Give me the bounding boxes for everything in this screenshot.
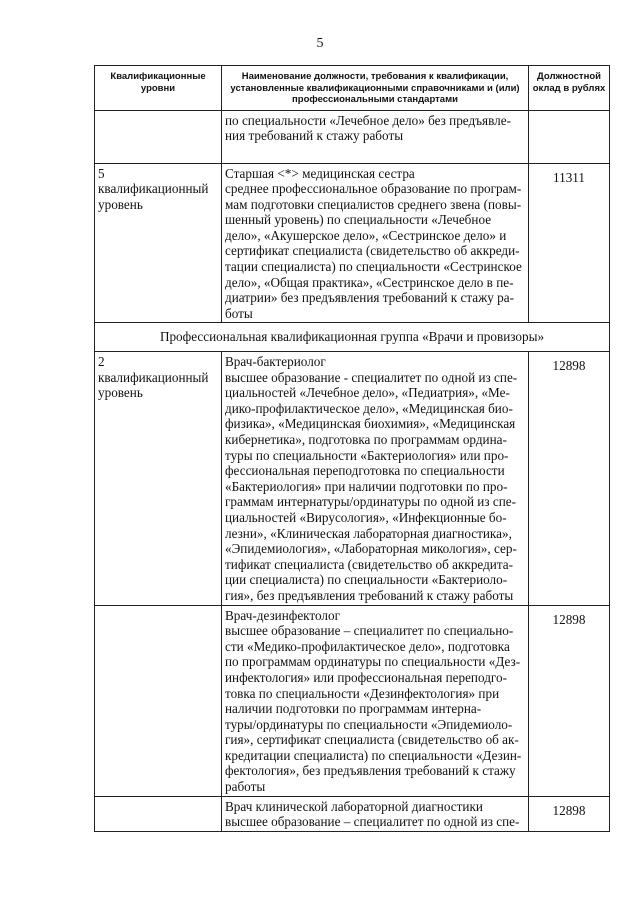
row-text-content: Старшая <*> медицинская сестра среднее профессиональное образование по програм- мам подготовки специалистов среднего звена (повы- шенный уровень) по специальности «Лечебное дело», «Акушерское дело», «Сестринское дело» и сертификат специалиста (свидетельство об аккреди- тации специалиста) по специальности «Сестринское дело», «Общая практика», «Сестринское дело в пе- диатрии» без предъявления требований к стажу ра- боты (225, 165, 522, 321)
row-salary: 12898 (529, 796, 610, 831)
row-salary: 12898 (529, 605, 610, 796)
row-text-content: по специальности «Лечебное дело» без предъявле- ния требований к стажу работы (225, 112, 511, 144)
group-title: Профессиональная квалификационная группа «Врачи и провизоры» (95, 323, 610, 352)
row-text (222, 605, 529, 796)
salary-table (94, 65, 610, 832)
row-salary: 11311 (529, 163, 610, 323)
row-text (222, 163, 529, 323)
row-text-content: Врач-дезинфектолог высшее образование – специалитет по специально- сти «Медико-профилактическое дело», подготовка по программам ординатуры по специальности «Дез- инфектология» или профессиональная переподго- товка по специальности «Дезинфектология» при наличии подготовки по программам интерна- туры/ординатуры по специальности «Эпидемиоло- гия», сертификат специалиста (свидетельство об ак- кредитации специалиста) по специальности «Дезин- фектология», без предъявления требований к стажу работы (225, 607, 522, 795)
table-header-row (95, 66, 610, 111)
table-row (95, 605, 610, 796)
row-text-content: Врач-бактериолог высшее образование - специалитет по одной из спе- циальностей «Лечебное дело», «Педиатрия», «Ме- дико-профилактическое дело», «Медицинская био- физика», «Медицинская биохимия», «Медицинская кибернетика», подготовка по программам ордина- туры по специальности «Бактериология» или про- фессиональная переподготовка по специальности «Бактериология» при наличии подготовки по про- граммам интернатуры/ординатуры по одной из спе- циальностей «Вирусология», «Инфекционные бо- лезни», «Клиническая лабораторная диагностика», «Эпидемиология», «Лабораторная микология», сер- тификат специалиста (свидетельство об аккредита- ции специалиста) по специальности «Бактериоло- гия», без предъявления требований к стажу работы (225, 354, 518, 603)
page-number: 5 (316, 36, 324, 51)
row-salary (529, 110, 610, 163)
header-level: Квалификационные уровни (95, 66, 222, 111)
header-salary: Должностной оклад в рублях (529, 66, 610, 111)
header-position: Наименование должности, требования к квалификации, установленные квалификационными справочниками и (или) профессиональными стандартами (222, 66, 529, 111)
row-text-content: Врач клинической лабораторной диагностики высшее образование – специалитет по одной из спе- (225, 798, 520, 830)
table-row (95, 352, 610, 606)
table-row (95, 110, 610, 163)
row-text (222, 796, 529, 831)
row-text (222, 352, 529, 606)
row-level: 2 квалификационный уровень (95, 352, 222, 606)
row-level: 5 квалификационный уровень (95, 163, 222, 323)
row-level (95, 605, 222, 796)
row-level (95, 796, 222, 831)
group-row (95, 323, 610, 352)
row-text (222, 110, 529, 163)
table-row (95, 163, 610, 323)
row-salary: 12898 (529, 352, 610, 606)
table-row (95, 796, 610, 831)
row-level (95, 110, 222, 163)
